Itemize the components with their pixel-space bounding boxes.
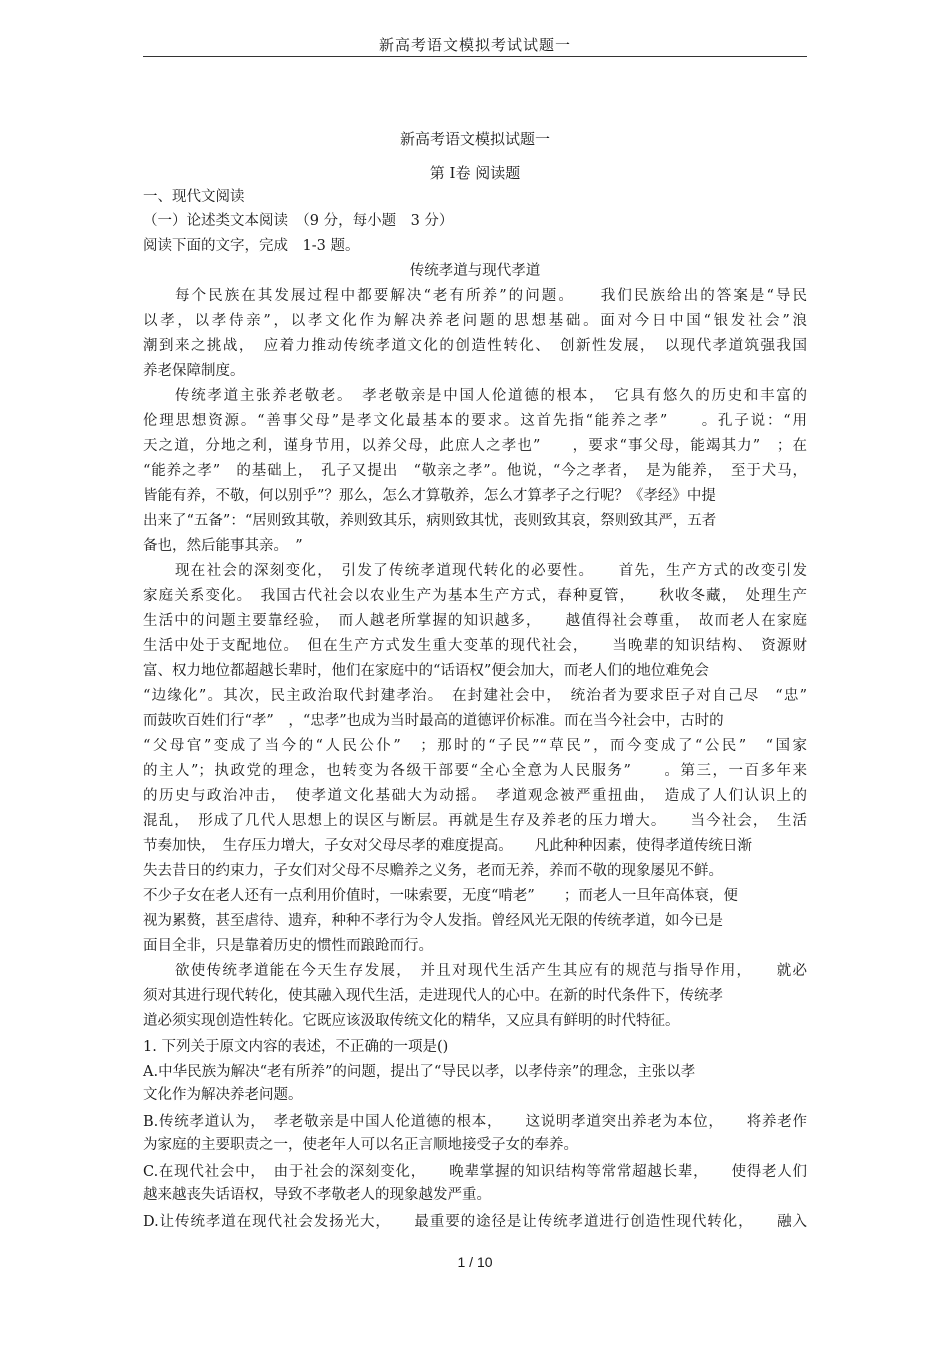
option-b: B.传统孝道认为， 孝老敬亲是中国人伦道德的根本， 这说明孝道突出养老为本位， 将养老作 [143,1114,807,1130]
option-d: D.让传统孝道在现代社会发扬光大， 最重要的途径是让传统孝道进行创造性现代转化， 融入 [143,1214,807,1230]
question-stem: 1. 下列关于原文内容的表述，不正确的一项是() [143,1039,449,1055]
text-line: 失去昔日的约束力，子女们对父母不尽赡养之义务，老而无养，养而不敬的现象屡见不鲜。 [143,863,723,879]
header-rule [143,56,807,57]
option-a: A.中华民族为解决“老有所养”的问题，提出了“导民以孝，以孝侍亲”的理念，主张以孝 [143,1064,696,1080]
text-line: “边缘化”。其次，民主政治取代封建孝治。 在封建社会中， 统治者为要求臣子对自己尽 “忠” [143,688,807,704]
running-header: 新高考语文模拟考试试题一 [378,36,571,54]
option-a-cont: 文化作为解决养老问题。 [143,1087,303,1103]
text-line: 备也，然后能事其亲。 ” [143,538,303,554]
option-b-cont: 为家庭的主要职责之一，使老年人可以名正言顺地接受子女的奉养。 [143,1137,578,1153]
option-c: C.在现代社会中， 由于社会的深刻变化， 晚辈掌握的知识结构等常常超越长辈， 使得老人们 [143,1164,807,1180]
text-line: 生活中的问题主要靠经验， 而人越老所掌握的知识越多， 越值得社会尊重， 故而老人在家庭 [143,613,807,629]
text-line: 每个民族在其发展过程中都要解决“老有所养”的问题。 我们民族给出的答案是“导民 [175,288,807,304]
text-line: 混乱， 形成了几代人思想上的误区与断层。再就是生存及养老的压力增大。 当今社会， 生活 [143,813,807,829]
text-line: 潮到来之挑战， 应着力推动传统孝道文化的创造性转化、 创新性发展， 以现代孝道筑强我国 [143,338,807,354]
text-line: 的历史与政治冲击， 使孝道文化基础大为动摇。 孝道观念被严重扭曲， 造成了人们认识上的 [143,788,807,804]
text-line: 面目全非，只是靠着历史的惯性而踉跄而行。 [143,938,433,954]
text-line: 皆能有养，不敬，何以别乎”？那么，怎么才算敬养，怎么才算孝子之行呢？《孝经》中提 [143,488,716,504]
text-line: 富、权力地位都超越长辈时，他们在家庭中的“话语权”便会加大，而老人们的地位难免会 [143,663,709,679]
text-line: 以孝，以孝侍亲”，以孝文化作为解决养老问题的思想基础。面对今日中国“银发社会”浪 [143,313,807,329]
text-line: 家庭关系变化。 我国古代社会以农业生产为基本生产方式，春种夏管， 秋收冬藏， 处理生产 [143,588,807,604]
text-line: 养老保障制度。 [143,363,245,379]
option-c-cont: 越来越丧失话语权，导致不孝敬老人的现象越发严重。 [143,1187,491,1203]
section-title: 第 Ⅰ卷 阅读题 [429,164,521,182]
article-title: 传统孝道与现代孝道 [409,263,541,279]
page-number: 1 / 10 [457,1254,493,1270]
text-line: 传统孝道主张养老敬老。 孝老敬亲是中国人伦道德的根本， 它具有悠久的历史和丰富的 [175,388,807,404]
text-line: 须对其进行现代转化，使其融入现代生活，走进现代人的心中。在新的时代条件下，传统孝 [143,988,723,1004]
text-line: 道必须实现创造性转化。它既应该汲取传统文化的精华，又应具有鲜明的时代特征。 [143,1013,680,1029]
instruction: 阅读下面的文字，完成 1-3 题。 [143,238,360,254]
text-line: 生活中处于支配地位。 但在生产方式发生重大变革的现代社会， 当晚辈的知识结构、 资源财 [143,638,807,654]
part-heading: 一、现代文阅读 [143,189,245,205]
text-line: 而鼓吹百姓们行“孝” ，“忠孝”也成为当时最高的道德评价标准。而在当今社会中，古时的 [143,713,724,729]
subpart-heading: （一）论述类文本阅读 （9 分，每小题 3 分） [143,213,454,229]
text-line: 不少子女在老人还有一点利用价值时，一味索要，无度“啃老” ；而老人一旦年高体衰，便 [143,888,738,904]
text-line: 伦理思想资源。“善事父母”是孝文化最基本的要求。这首先指“能养之孝” 。孔子说：“用 [143,413,807,429]
text-line: 视为累赘，甚至虐待、遗弃，种种不孝行为令人发指。曾经风光无限的传统孝道，如今已是 [143,913,723,929]
text-line: 天之道，分地之利，谨身节用，以养父母，此庶人之孝也” ，要求“事父母，能竭其力” ；在 [143,438,807,454]
document-title: 新高考语文模拟试题一 [399,130,550,148]
text-line: 现在社会的深刻变化， 引发了传统孝道现代转化的必要性。 首先，生产方式的改变引发 [175,563,807,579]
text-line: “能养之孝” 的基础上， 孔子又提出 “敬亲之孝”。他说，“今之孝者， 是为能养， 至于犬马， [143,463,807,479]
text-line: 出来了“五备”：“居则致其敬，养则致其乐，病则致其忧，丧则致其哀，祭则致其严，五者 [143,513,717,529]
text-line: “父母官”变成了当今的“人民公仆” ；那时的“子民”“草民”，而今变成了“公民” “国家 [143,738,807,754]
text-line: 的主人”；执政党的理念，也转变为各级干部要“全心全意为人民服务” 。第三，一百多年来 [143,763,807,779]
text-line: 节奏加快， 生存压力增大，子女对父母尽孝的难度提高。 凡此种种因素，使得孝道传统日渐 [143,838,752,854]
text-line: 欲使传统孝道能在今天生存发展， 并且对现代生活产生其应有的规范与指导作用， 就必 [175,963,807,979]
